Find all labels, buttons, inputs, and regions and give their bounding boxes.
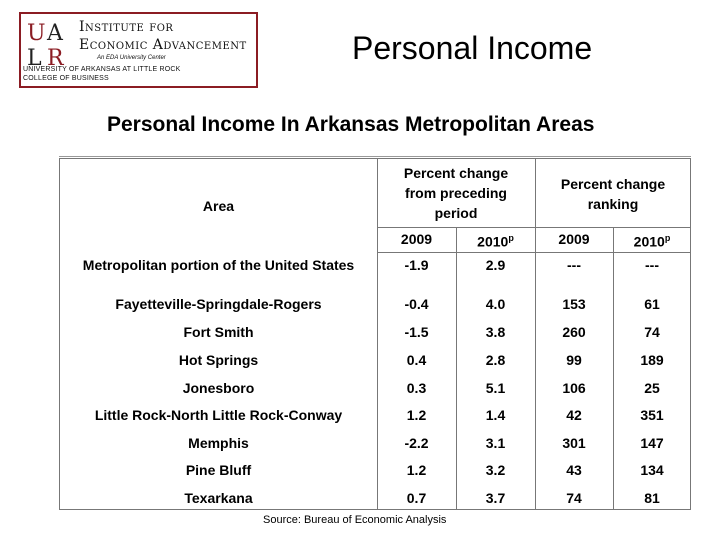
area-name: Texarkana: [184, 490, 253, 506]
year-2009-rank: [535, 231, 613, 247]
pct-2010: 2.9: [485, 257, 506, 273]
pct-2010: 3.7: [485, 490, 506, 506]
rank-2010: 147: [640, 435, 664, 451]
rank-2009: 43: [566, 462, 582, 478]
year-2010-pct: [456, 233, 535, 250]
pct-2010: 1.4: [485, 407, 506, 423]
rank-2009: 153: [562, 296, 586, 312]
header-area: Area: [202, 198, 235, 214]
rank-2010: 74: [644, 324, 660, 340]
pct-2009: 0.3: [406, 380, 427, 396]
area-name: Metropolitan portion of the United States: [82, 257, 355, 273]
logo-line-college: COLLEGE OF BUSINESS: [23, 75, 109, 82]
pct-2010: 2.8: [485, 352, 506, 368]
pct-2010: 3.2: [485, 462, 506, 478]
rank-2009: ---: [567, 257, 581, 273]
pct-2009: 0.4: [406, 352, 427, 368]
rank-2009: 74: [566, 490, 582, 506]
header-percent-change: Percent change from preceding period: [403, 165, 509, 221]
svg-text:U: U: [27, 21, 46, 46]
area-name: Little Rock-North Little Rock-Conway: [94, 407, 343, 423]
pct-2010: 4.0: [485, 296, 506, 312]
rank-2010: 81: [644, 490, 660, 506]
row-divider: [377, 252, 691, 253]
pct-2009: -2.2: [404, 435, 429, 451]
pct-2010: 3.1: [485, 435, 506, 451]
area-name: Fort Smith: [183, 324, 254, 340]
svg-text:R: R: [47, 46, 64, 70]
area-name: Memphis: [188, 435, 249, 451]
row-divider: [377, 227, 691, 228]
pct-2009: 1.2: [406, 407, 427, 423]
svg-text:L: L: [27, 46, 42, 70]
rank-2010: ---: [645, 257, 659, 273]
rank-2010: 61: [644, 296, 660, 312]
source-note: Source: Bureau of Economic Analysis: [263, 514, 447, 526]
preliminary-mark: p: [508, 233, 514, 243]
rank-2010: 189: [640, 352, 664, 368]
slide-title: Personal Income: [352, 30, 593, 66]
rank-2009: 260: [562, 324, 586, 340]
rank-2010: 134: [640, 462, 664, 478]
area-name: Fayetteville-Springdale-Rogers: [115, 296, 322, 312]
top-rule: [59, 156, 691, 157]
rank-2010: 351: [640, 407, 664, 423]
rank-2009: 301: [562, 435, 586, 451]
logo-line-economic: Economic Advancement: [79, 37, 247, 53]
logo-line-institute: Institute for: [79, 19, 174, 35]
logo-line-university: UNIVERSITY OF ARKANSAS AT LITTLE ROCK: [23, 66, 181, 73]
logo-line-eda: An EDA University Center: [97, 55, 166, 61]
rank-2009: 99: [566, 352, 582, 368]
year-2010-rank-label: 2010: [633, 233, 665, 250]
table-title: Personal Income In Arkansas Metropolitan Areas: [107, 113, 595, 136]
income-table: [59, 158, 691, 510]
rank-2010: 25: [644, 380, 660, 396]
area-name: Hot Springs: [178, 352, 259, 368]
year-2009-pct-label: 2009: [400, 231, 433, 247]
pct-2009: 1.2: [406, 462, 427, 478]
pct-2009: -0.4: [404, 296, 429, 312]
year-2010-pct-label: 2010: [477, 233, 509, 250]
year-2010-rank: [613, 233, 691, 250]
area-name: Jonesboro: [182, 380, 255, 396]
rank-2009: 106: [562, 380, 586, 396]
pct-2010: 5.1: [485, 380, 506, 396]
rank-2009: 42: [566, 407, 582, 423]
ualr-logo: [19, 12, 258, 88]
preliminary-mark: p: [664, 233, 671, 243]
header-ranking: Percent change ranking: [560, 176, 666, 212]
pct-2009: 0.7: [406, 490, 427, 506]
year-2009-pct: [377, 231, 456, 247]
year-2009-rank-label: 2009: [558, 231, 590, 247]
ualr-logo-mark: [25, 18, 71, 70]
svg-text:A: A: [47, 21, 63, 46]
area-name: Pine Bluff: [185, 462, 252, 478]
pct-2009: -1.5: [404, 324, 429, 340]
pct-2009: -1.9: [404, 257, 429, 273]
pct-2010: 3.8: [485, 324, 506, 340]
